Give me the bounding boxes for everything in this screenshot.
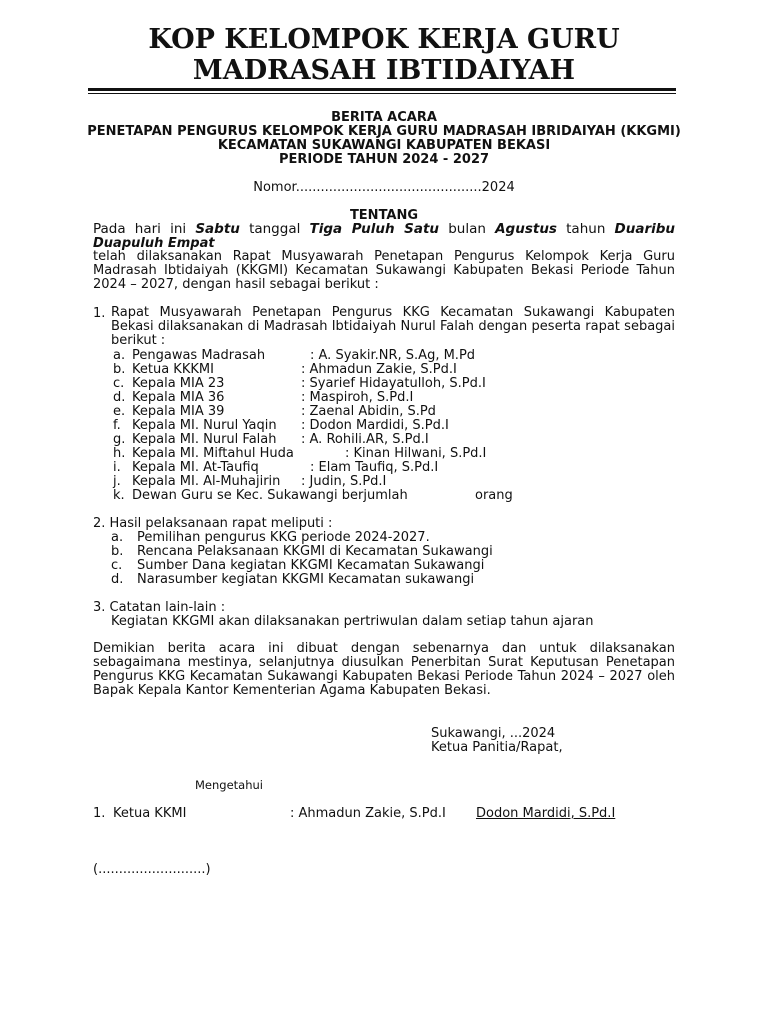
participant-letter: j. <box>113 474 121 489</box>
section2-item-text: Narasumber kegiatan KKGMI Kecamatan sukawangi <box>137 572 475 587</box>
signatory-other-name: Dodon Mardidi, S.Pd.I <box>476 806 616 821</box>
intro-word: tanggal <box>249 221 301 237</box>
participant-name: : Maspiroh, S.Pd.I <box>301 390 414 405</box>
letterhead-rule-thin <box>88 93 676 94</box>
participant-role: Ketua KKKMI <box>132 362 214 377</box>
signatory-name: : Ahmadun Zakie, S.Pd.I <box>290 806 446 821</box>
participant-letter: c. <box>113 376 125 391</box>
participant-name: : Elam Taufiq, S.Pd.I <box>310 460 439 475</box>
intro-date: Tiga Puluh Satu <box>309 221 440 237</box>
title-line-1: BERITA ACARA <box>331 110 437 125</box>
participant-role: Kepala MIA 39 <box>132 404 225 419</box>
section1-text: Rapat Musyawarah Penetapan Pengurus KKG Kecamatan Sukawangi Kabupaten Bekasi dilaksanakan di Madrasah Ibtidaiyah Nurul Falah dengan peserta rapat sebagai berikut : <box>111 305 675 348</box>
participant-role: Dewan Guru se Kec. Sukawangi berjumlah <box>132 488 408 503</box>
participant-role: Kepala MI. Miftahul Huda <box>132 446 294 461</box>
participant-role: Pengawas Madrasah <box>132 348 266 363</box>
participant-name: : Kinan Hilwani, S.Pd.I <box>345 446 487 461</box>
letterhead-line-1: KOP KELOMPOK KERJA GURU <box>148 24 620 55</box>
intro-word: bulan <box>448 221 486 237</box>
participant-letter: i. <box>113 460 121 475</box>
title-line-2: PENETAPAN PENGURUS KELOMPOK KERJA GURU MADRASAH IBRIDAIYAH (KKGMI) <box>87 124 681 139</box>
tentang-heading: TENTANG <box>349 208 419 223</box>
participant-name: : Zaenal Abidin, S.Pd <box>301 404 436 419</box>
title-line-3: KECAMATAN SUKAWANGI KABUPATEN BEKASI <box>217 138 551 153</box>
signature-role: Ketua Panitia/Rapat, <box>431 740 563 755</box>
signatory-number: 1. <box>93 806 106 821</box>
mengetahui-label: Mengetahui <box>195 778 263 792</box>
intro-word: tahun <box>566 221 606 237</box>
participant-role: Kepala MIA 23 <box>132 376 225 391</box>
section2-item-text: Rencana Pelaksanaan KKGMI di Kecamatan Sukawangi <box>137 544 493 559</box>
participant-letter: d. <box>113 390 126 405</box>
intro-word: Pada hari ini <box>93 221 187 237</box>
title-line-4: PERIODE TAHUN 2024 - 2027 <box>278 152 490 167</box>
participant-letter: e. <box>113 404 126 419</box>
letterhead-line-2: MADRASAH IBTIDAIYAH <box>192 55 576 86</box>
section2-item-letter: b. <box>111 544 124 559</box>
participant-name: : Ahmadun Zakie, S.Pd.I <box>301 362 457 377</box>
participant-letter: a. <box>113 348 126 363</box>
participant-letter: g. <box>113 432 126 447</box>
section2-item-letter: d. <box>111 572 124 587</box>
closing-paragraph: Demikian berita acara ini dibuat dengan sebenarnya dan untuk dilaksanakan sebagaimana mestinya, selanjutnya diusulkan Penerbitan Surat Keputusan Penetapan Pengurus KKG Kecamatan Sukawangi Kabupaten Bekasi Periode Tahun 2024 – 2027 oleh Bapak Kepala Kantor Kementerian Agama Kabupaten Bekasi. <box>93 641 675 698</box>
section2-item-text: Sumber Dana kegiatan KKGMI Kecamatan Sukawangi <box>137 558 485 573</box>
participant-name: orang <box>475 488 513 503</box>
intro-day: Sabtu <box>195 221 240 237</box>
document-number: Nomor.............................................2024 <box>253 180 515 195</box>
signature-place-date: Sukawangi, ...2024 <box>431 726 556 741</box>
intro-month: Agustus <box>495 221 557 237</box>
participant-letter: k. <box>113 488 125 503</box>
participant-letter: h. <box>113 446 126 461</box>
signatory-role: Ketua KKMI <box>113 806 187 821</box>
participant-role: Kepala MIA 36 <box>132 390 225 405</box>
intro-body: telah dilaksanakan Rapat Musyawarah Penetapan Pengurus Kelompok Kerja Guru Madrasah Ibtidaiyah (KKGMI) Kecamatan Sukawangi Kabupaten Bekasi Periode Tahun 2024 – 2027, dengan hasil sebagai berikut : <box>93 249 675 292</box>
participant-name: : A. Rohili.AR, S.Pd.I <box>301 432 429 447</box>
participant-role: Kepala MI. Nurul Yaqin <box>132 418 277 433</box>
participant-name: : Dodon Mardidi, S.Pd.I <box>301 418 449 433</box>
section2-heading: 2. Hasil pelaksanaan rapat meliputi : <box>93 516 333 531</box>
participant-role: Kepala MI. Nurul Falah <box>132 432 277 447</box>
blank-signature: (..........................) <box>93 862 211 877</box>
section3-text: Kegiatan KKGMI akan dilaksanakan pertriwulan dalam setiap tahun ajaran <box>111 614 594 629</box>
letterhead-rule-thick <box>88 88 676 91</box>
participant-role: Kepala MI. Al-Muhajirin <box>132 474 281 489</box>
intro-year-b: Duapuluh Empat <box>93 236 215 251</box>
participant-name: : Judin, S.Pd.I <box>301 474 387 489</box>
intro-first-line <box>93 222 675 236</box>
section3-heading: 3. Catatan lain-lain : <box>93 600 226 615</box>
section2-item-text: Pemilihan pengurus KKG periode 2024-2027. <box>137 530 430 545</box>
participant-role: Kepala MI. At-Taufiq <box>132 460 259 475</box>
participant-letter: b. <box>113 362 126 377</box>
participant-letter: f. <box>113 418 121 433</box>
participant-name: : A. Syakir.NR, S.Ag, M.Pd <box>310 348 476 363</box>
participant-name: : Syarief Hidayatulloh, S.Pd.I <box>301 376 486 391</box>
section1-number: 1. <box>93 306 106 321</box>
section2-item-letter: c. <box>111 558 123 573</box>
intro-year-a: Duaribu <box>614 221 676 237</box>
section2-item-letter: a. <box>111 530 124 545</box>
